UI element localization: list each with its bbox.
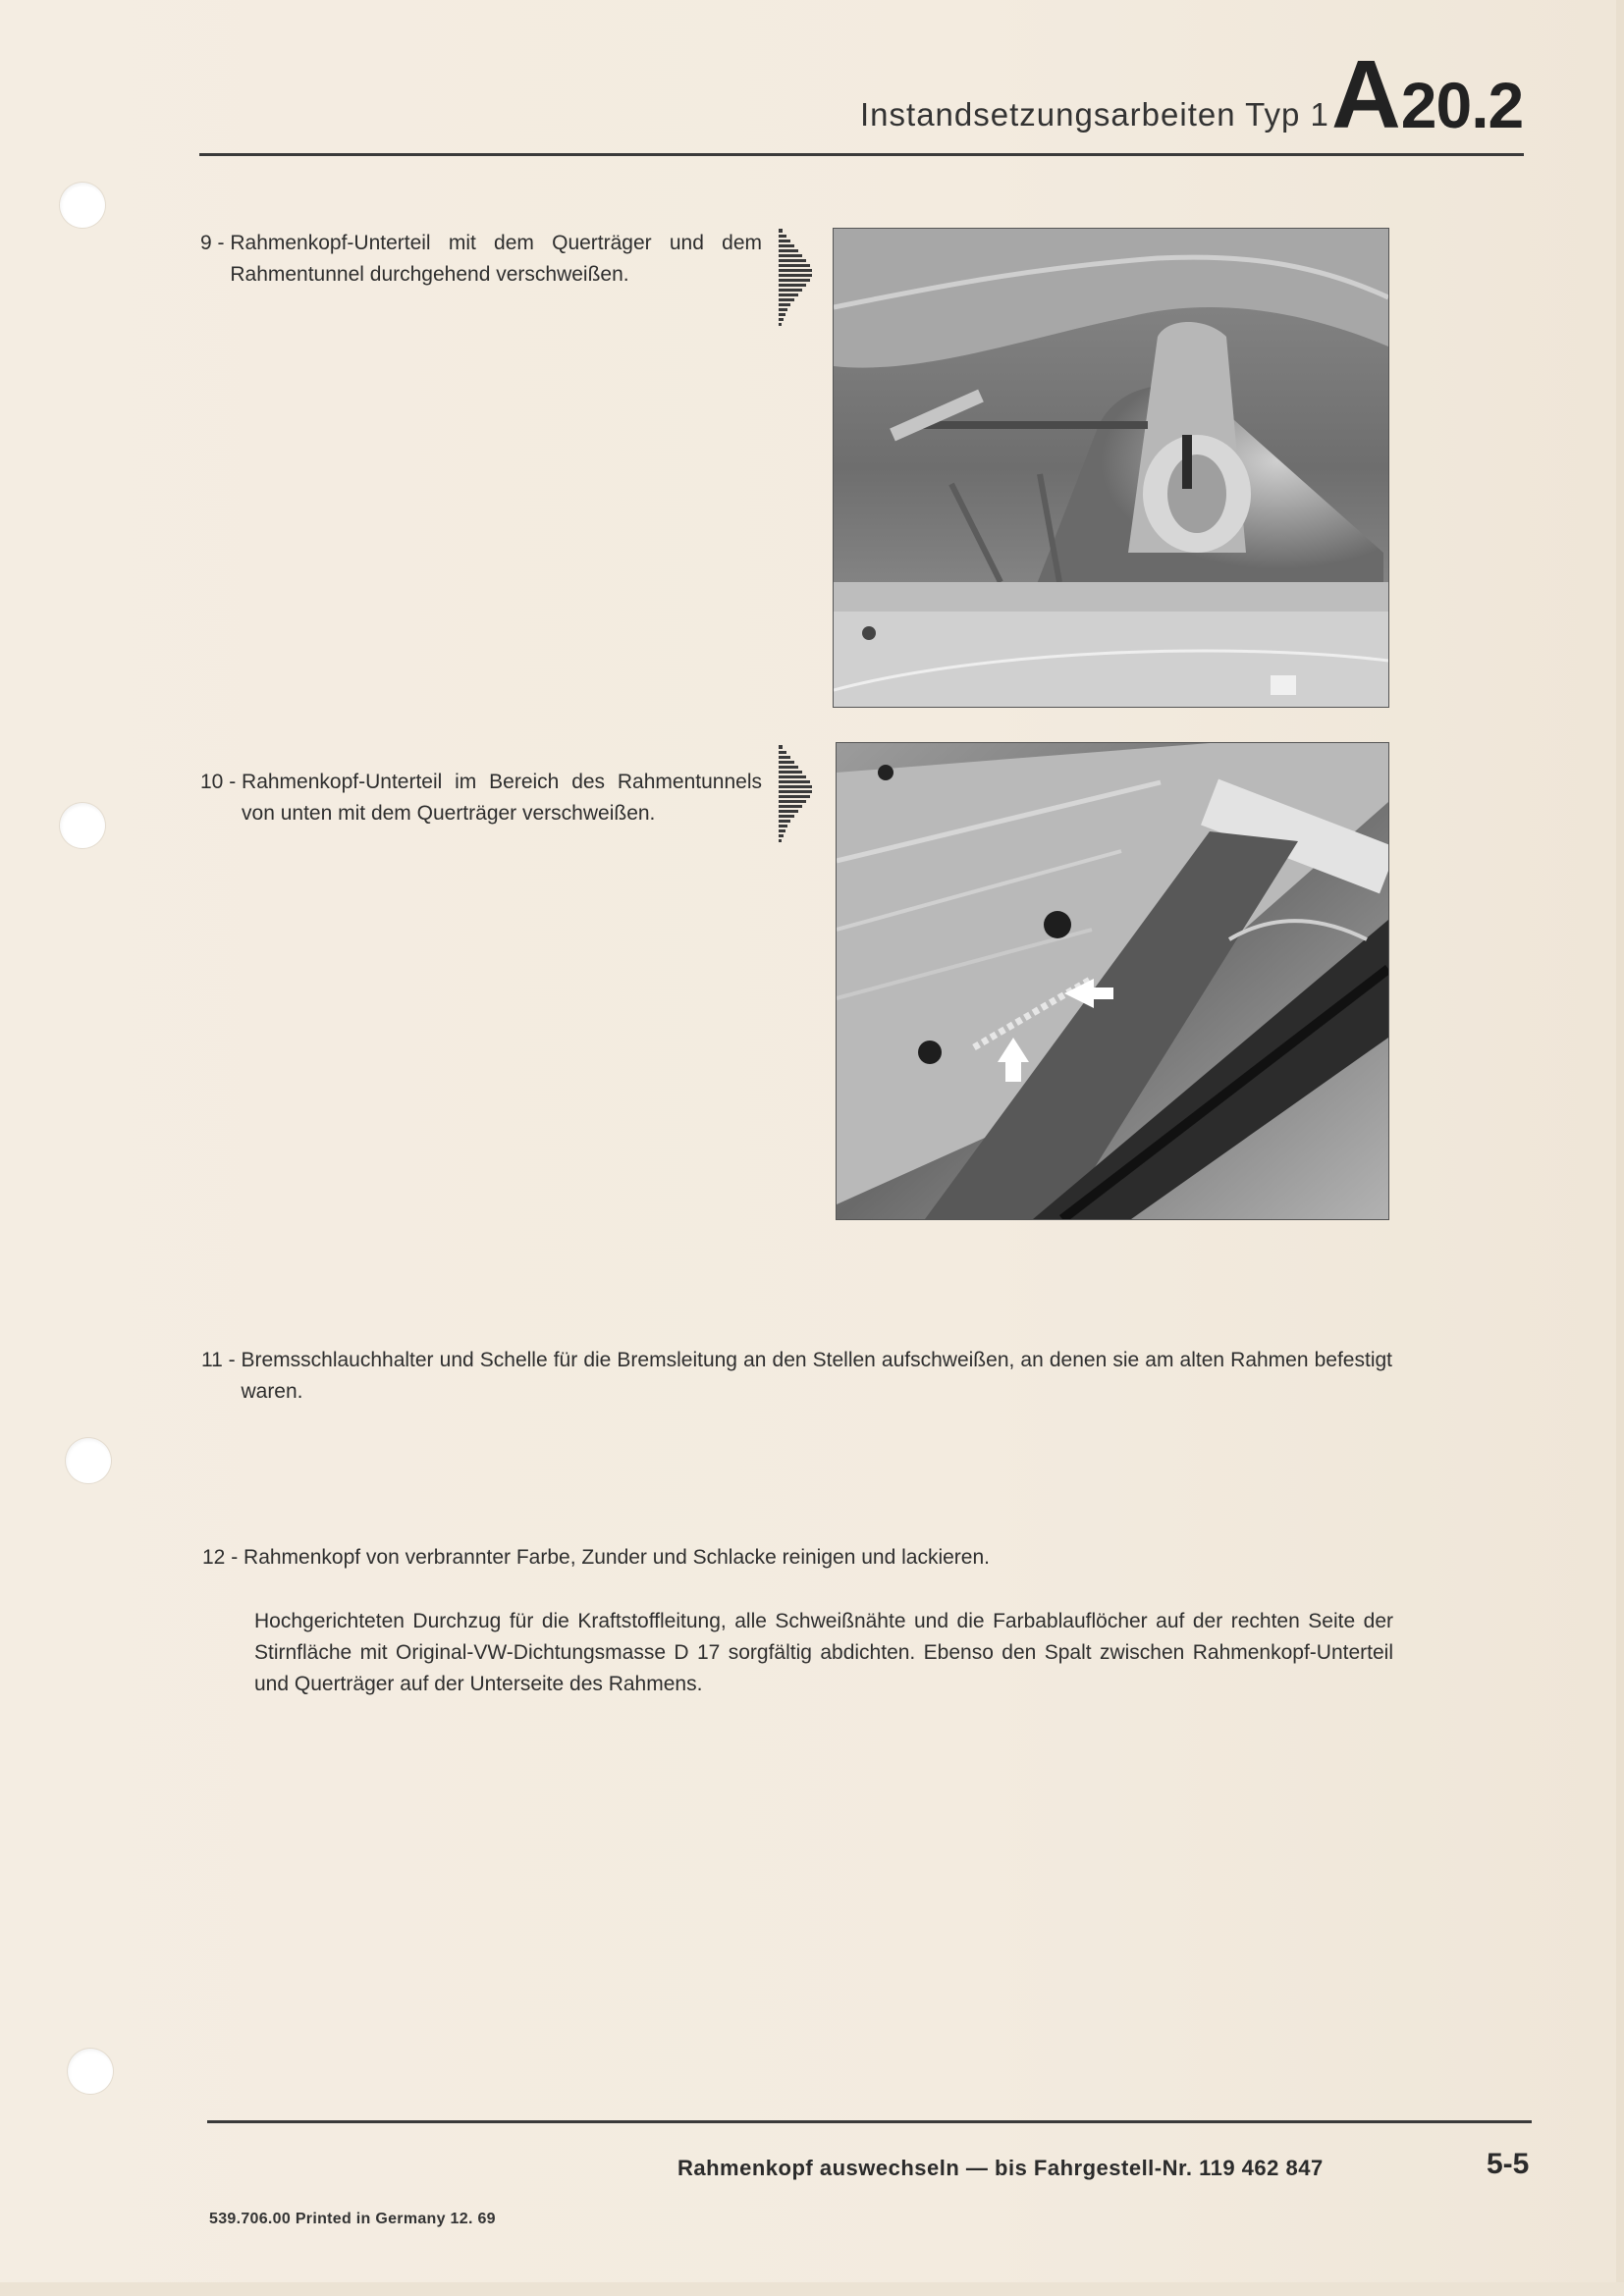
step-number: 11 - <box>201 1349 242 1371</box>
header-rule <box>199 153 1524 156</box>
step-9 <box>200 228 762 291</box>
step-number: 12 - <box>202 1546 244 1569</box>
footer-rule <box>207 2120 1532 2123</box>
punch-hole <box>68 2049 113 2094</box>
step-number: 9 - <box>200 232 231 254</box>
page-number: 5-5 <box>1487 2148 1530 2180</box>
pointer-arrow-icon <box>779 229 812 335</box>
punch-hole <box>66 1438 111 1483</box>
photo-tunnel-underside-weld <box>836 742 1389 1220</box>
punch-hole <box>60 183 105 228</box>
punch-hole <box>60 803 105 848</box>
pointer-arrow-icon <box>779 745 812 851</box>
step-10 <box>200 767 762 829</box>
header-title: Instandsetzungsarbeiten Typ 1 <box>860 96 1329 133</box>
step-text: Rahmenkopf von verbrannter Farbe, Zunder und Schlacke reinigen und lackieren. <box>244 1546 990 1569</box>
section-code-letter: A <box>1331 40 1401 148</box>
footer-title: Rahmenkopf auswechseln — bis Fahrgestell-Nr. 119 462 847 <box>677 2156 1324 2180</box>
section-code-number: 20.2 <box>1400 69 1524 141</box>
step-12 <box>202 1542 1392 1574</box>
print-info: 539.706.00 Printed in Germany 12. 69 <box>209 2211 496 2227</box>
step-text: Rahmenkopf-Unterteil mit dem Querträger und dem Rahmentunnel durchgehend verschweißen. <box>230 232 762 286</box>
photo-illustration <box>834 229 1388 707</box>
step-text: Bremsschlauchhalter und Schelle für die Bremsleitung an den Stellen aufschweißen, an denen sie am alten Rahmen befestigt waren. <box>241 1349 1392 1403</box>
page-edge-bottom <box>0 2282 1624 2296</box>
section-code <box>1331 40 1524 148</box>
page-edge <box>1616 0 1624 2296</box>
step-11 <box>201 1345 1392 1408</box>
photo-illustration <box>837 743 1388 1219</box>
photo-frame-head-weld <box>833 228 1389 708</box>
sealing-instruction: Hochgerichteten Durchzug für die Kraftstoffleitung, alle Schweißnähte und die Farbablauflöcher auf der rechten Seite der Stirnfläche mit Original-VW-Dichtungsmasse D 17 sorgfältig abdichten. Ebenso den Spalt zwischen Rahmenkopf-Unterteil und Querträger auf der Unterseite des Rahmens. <box>254 1610 1393 1695</box>
step-number: 10 - <box>200 771 243 793</box>
step-text: Rahmenkopf-Unterteil im Bereich des Rahmentunnels von unten mit dem Querträger verschweißen. <box>242 771 762 825</box>
